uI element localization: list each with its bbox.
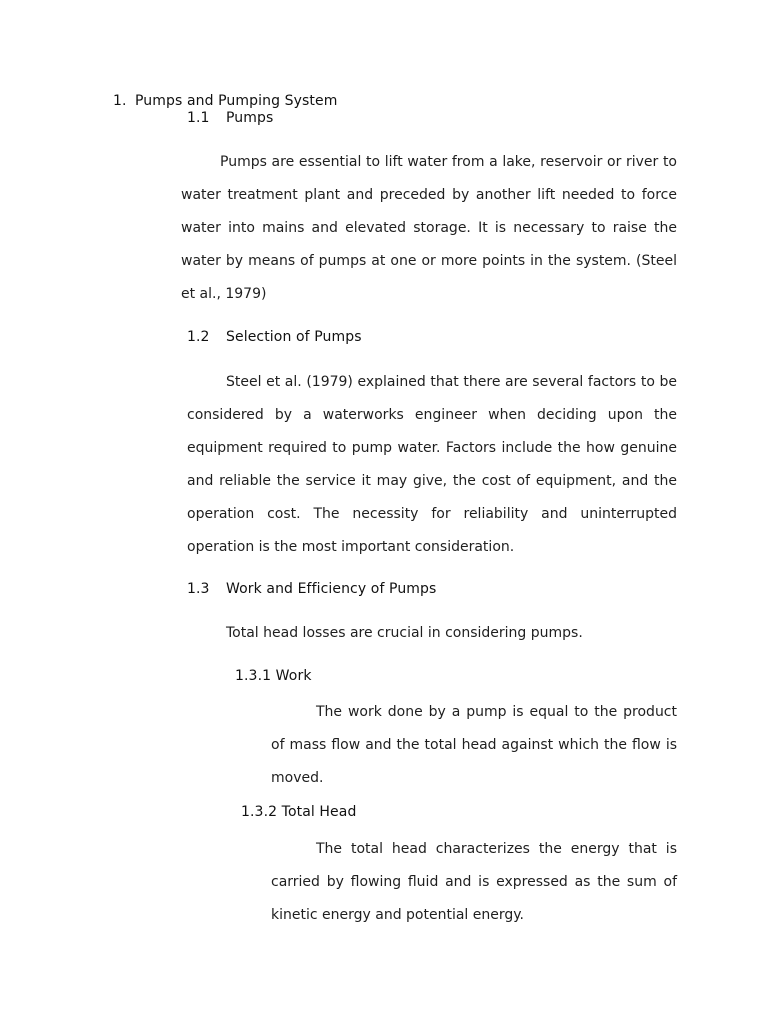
- paragraph-1-1: [181, 146, 677, 311]
- heading-1-3: [187, 581, 436, 597]
- paragraph-1-3-1-text: The work done by a pump is equal to the product of mass flow and the total head against which the flow is moved.: [271, 704, 677, 786]
- heading-1-3-number: 1.3: [187, 581, 210, 597]
- paragraph-1-1-text: Pumps are essential to lift water from a lake, reservoir or river to water treatment plant and preceded by another lift needed to force water into mains and elevated storage. It is necessary to raise the water by means of pumps at one or more points in the system. (Steel et al., 1979): [181, 154, 677, 302]
- heading-1-number: 1.: [113, 93, 127, 109]
- heading-1-1-number: 1.1: [187, 110, 210, 126]
- paragraph-1-3: Total head losses are crucial in considering pumps.: [226, 625, 583, 641]
- heading-1-2-number: 1.2: [187, 329, 210, 345]
- paragraph-1-2: [187, 366, 677, 564]
- heading-1-2-title: Selection of Pumps: [226, 329, 362, 345]
- paragraph-1-3-2-text: The total head characterizes the energy that is carried by flowing fluid and is expressed as the sum of kinetic energy and potential energy.: [271, 841, 677, 923]
- heading-1-3-title: Work and Efficiency of Pumps: [226, 581, 437, 597]
- paragraph-1-3-1: [271, 696, 677, 795]
- heading-1-1-title: Pumps: [226, 110, 274, 126]
- heading-1-1: [187, 110, 273, 126]
- heading-1-title: Pumps and Pumping System: [135, 93, 338, 109]
- paragraph-1-2-text: Steel et al. (1979) explained that there are several factors to be considered by a waterworks engineer when deciding upon the equipment required to pump water. Factors include the how genuine and reliable the service it may give, the cost of equipment, and the operation cost. The necessity for reliability and uninterrupted operation is the most important consideration.: [187, 374, 677, 555]
- heading-1-3-2: 1.3.2 Total Head: [241, 804, 357, 820]
- paragraph-1-3-2: [271, 833, 677, 932]
- heading-1-3-1: 1.3.1 Work: [235, 668, 312, 684]
- heading-1: [113, 93, 337, 109]
- heading-1-2: [187, 329, 362, 345]
